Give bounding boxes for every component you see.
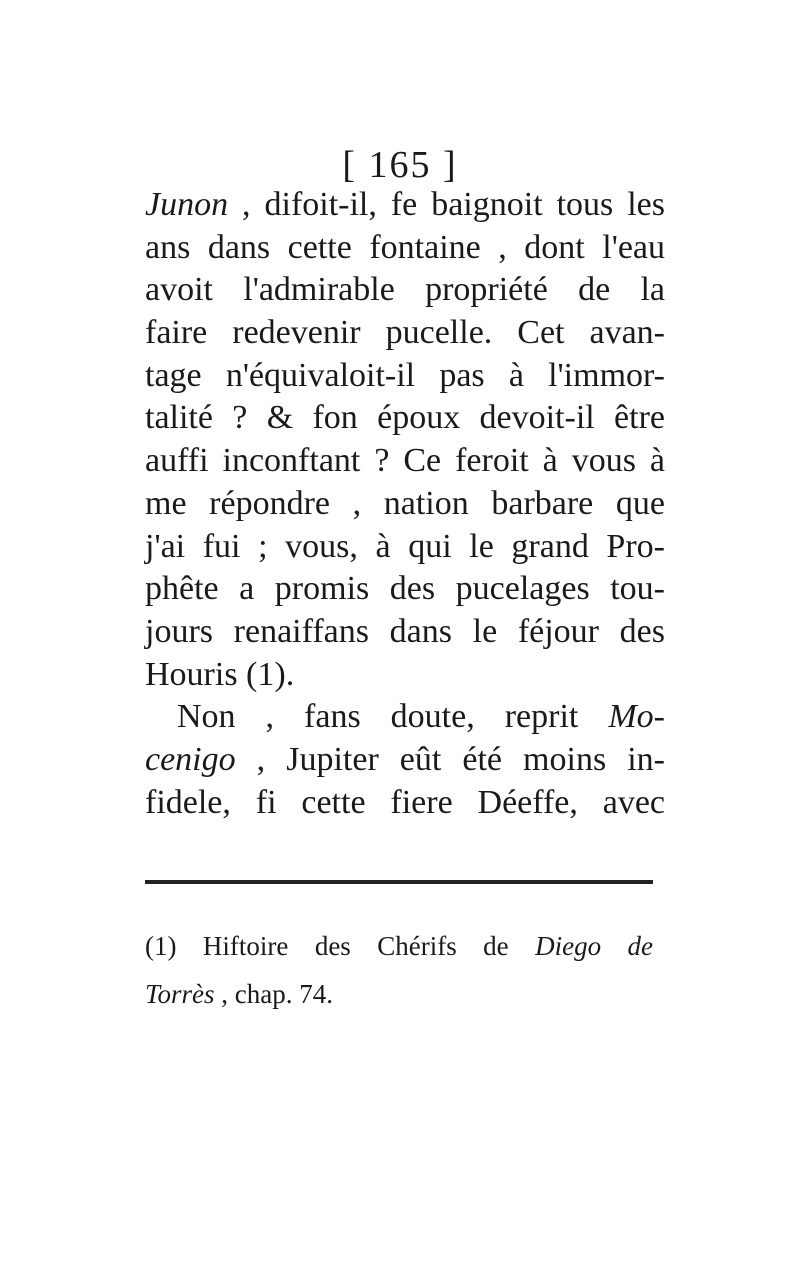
italic-text: Torrès [145, 979, 215, 1009]
text-run: Non , fans doute, reprit [177, 698, 609, 736]
text-line [145, 355, 665, 398]
text-run: auffi inconftant ? Ce feroit à vous à [145, 442, 665, 480]
text-run: Houris (1). [145, 655, 295, 693]
text-run: , chap. 74. [214, 979, 334, 1009]
text-line [145, 397, 665, 440]
text-line [145, 739, 665, 782]
text-line [145, 184, 665, 227]
text-line [145, 312, 665, 355]
footnote [145, 922, 653, 1018]
text-line [145, 440, 665, 483]
footnote-separator-rule [145, 880, 653, 884]
italic-text: Junon [145, 186, 229, 223]
text-run: phête a promis des pucelages tou- [145, 570, 665, 608]
text-line [145, 696, 665, 739]
text-run: tage n'équivaloit-il pas à l'immor- [145, 356, 665, 394]
text-line [145, 526, 665, 569]
text-run: j'ai fui ; vous, à qui le grand Pro- [145, 527, 665, 565]
text-line [145, 654, 665, 697]
text-run: jours renaiffans dans le féjour des [145, 612, 665, 650]
text-run: avoit l'admirable propriété de la [145, 271, 665, 309]
text-line [145, 483, 665, 526]
text-run: ans dans cette fontaine , dont l'eau [145, 228, 665, 266]
italic-text: Diego de [535, 931, 653, 961]
text-run: fidele, fi cette fiere Déeffe, avec [145, 783, 665, 821]
text-line [145, 269, 665, 312]
text-run: me répondre , nation barbare que [145, 484, 665, 522]
body-text [145, 184, 665, 824]
text-run: faire redevenir pucelle. Cet avan- [145, 314, 665, 352]
text-line [145, 568, 665, 611]
page-number-header: [ 165 ] [342, 144, 458, 186]
text-line [145, 227, 665, 270]
footnote-line [145, 970, 653, 1018]
text-line [145, 782, 665, 825]
italic-text: Mo- [608, 698, 665, 736]
footnote-line [145, 922, 653, 970]
text-run: (1) Hiftoire des Chérifs de [145, 931, 536, 961]
text-run: , Jupiter eût été moins in- [235, 740, 665, 778]
text-run: talité ? & fon époux devoit-il être [145, 399, 665, 437]
italic-text: cenigo [145, 740, 236, 778]
text-run: , difoit-il, fe baignoit tous les [228, 186, 665, 223]
text-line [145, 611, 665, 654]
